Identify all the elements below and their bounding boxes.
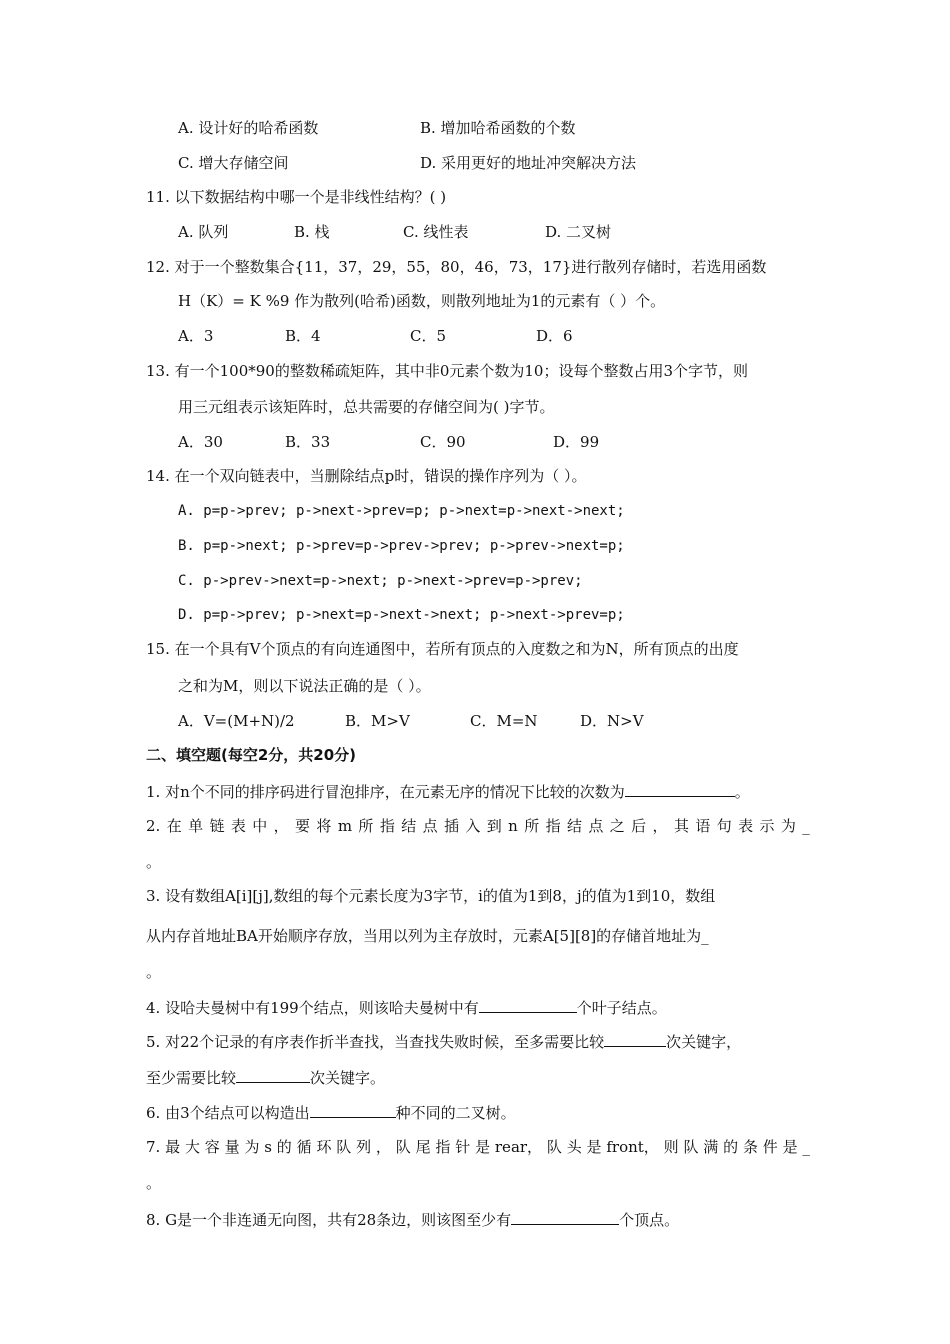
fill-question-8 — [146, 1208, 679, 1230]
glyph: 所 — [358, 817, 374, 835]
answer-blank[interactable] — [479, 996, 577, 1013]
fill-3-line1: 3. 设有数组A[i][j],数组的每个元素长度为3字节，i的值为1到8，j的值为1到10，数组 — [146, 887, 716, 905]
fill-4-post: 个叶子结点。 — [576, 999, 667, 1017]
q15-option-d: D．N>V — [580, 712, 644, 730]
glyph: 的 — [723, 1138, 739, 1156]
glyph: 单 — [188, 817, 204, 835]
q11-option-d: D. 二叉树 — [545, 223, 612, 241]
fill-5-mid: 次关键字， — [666, 1033, 742, 1051]
fill-6-post: 种不同的二叉树。 — [395, 1104, 516, 1122]
answer-blank[interactable] — [310, 1101, 396, 1118]
glyph: 尾 — [415, 1138, 431, 1156]
glyph: 句 — [716, 817, 732, 835]
glyph: front， — [606, 1138, 659, 1156]
q11-stem: 11. 以下数据结构中哪一个是非线性结构？( ) — [146, 188, 447, 206]
fill-1-end: 。 — [734, 783, 750, 801]
fill-question-6 — [146, 1101, 516, 1123]
fill-3-line2: 从内存首地址BA开始顺序存放，当用以列为主存放时，元素A[5][8]的存储首地址为_ — [146, 927, 709, 945]
q12-option-a: A．3 — [178, 327, 214, 345]
fill-1-text: 1. 对n个不同的排序码进行冒泡排序，在元素无序的情况下比较的次数为 — [146, 783, 625, 801]
glyph: 中 — [252, 817, 268, 835]
glyph: 其 — [673, 817, 689, 835]
q15-option-b: B．M>V — [345, 712, 410, 730]
glyph: ， — [273, 817, 289, 835]
q15-stem-line2: 之和为M，则以下说法正确的是（ ）。 — [178, 677, 431, 695]
glyph: 将 — [316, 817, 332, 835]
q12-option-d: D．6 — [536, 327, 573, 345]
fill-8-post: 个顶点。 — [619, 1211, 680, 1229]
glyph: 指 — [379, 817, 395, 835]
fill-question-4 — [146, 996, 667, 1018]
glyph: 之 — [609, 817, 625, 835]
glyph: 是 — [475, 1138, 491, 1156]
fill-2-end: 。 — [146, 853, 162, 871]
glyph: 头 — [566, 1138, 582, 1156]
q14-option-c: C. p->prev->next=p->next; p->next->prev=p->prev; — [178, 573, 583, 589]
fill-question-5-line2 — [146, 1066, 385, 1088]
glyph: 为 — [244, 1138, 260, 1156]
glyph: 7. — [146, 1138, 161, 1156]
glyph: _ — [802, 1138, 810, 1156]
glyph: s — [264, 1138, 272, 1156]
fill-8-pre: 8. G是一个非连通无向图，共有28条边，则该图至少有 — [146, 1211, 512, 1229]
q12-option-b: B．4 — [285, 327, 321, 345]
q14-option-a: A. p=p->prev; p->next->prev=p; p->next=p->next->next; — [178, 503, 625, 519]
glyph: 大 — [184, 1138, 200, 1156]
fill-5-line2-pre: 至少需要比较 — [146, 1069, 237, 1087]
glyph: 表 — [738, 817, 754, 835]
q10-option-b: B. 增加哈希函数的个数 — [420, 119, 576, 137]
fill-4-pre: 4. 设哈夫曼树中有199个结点，则该哈夫曼树中有 — [146, 999, 479, 1017]
glyph: 队 — [336, 1138, 352, 1156]
fill-5-line2-post: 次关键字。 — [310, 1069, 386, 1087]
glyph: 链 — [209, 817, 225, 835]
q13-stem-line1: 13. 有一个100*90的整数稀疏矩阵，其中非0元素个数为10；设每个整数占用3个字节，则 — [146, 362, 749, 380]
fill-question-1 — [146, 780, 750, 802]
fill-question-5 — [146, 1030, 741, 1052]
fill-question-7 — [146, 1137, 810, 1157]
glyph: ， — [652, 817, 668, 835]
glyph: 最 — [165, 1138, 181, 1156]
glyph: m — [337, 817, 353, 835]
glyph: 满 — [703, 1138, 719, 1156]
q14-stem: 14. 在一个双向链表中，当删除结点p时，错误的操作序列为（ ）。 — [146, 467, 587, 485]
glyph: 结 — [401, 817, 417, 835]
q12-option-c: C．5 — [410, 327, 447, 345]
glyph: 队 — [683, 1138, 699, 1156]
glyph: 所 — [524, 817, 540, 835]
glyph: 环 — [316, 1138, 332, 1156]
q13-option-d: D．99 — [553, 433, 600, 451]
fill-question-2 — [146, 816, 810, 836]
glyph: 为 — [780, 817, 796, 835]
glyph: ， — [375, 1138, 391, 1156]
glyph: _ — [802, 817, 810, 835]
glyph: 结 — [566, 817, 582, 835]
glyph: 后 — [631, 817, 647, 835]
q13-option-b: B．33 — [285, 433, 331, 451]
q10-option-d: D. 采用更好的地址冲突解决方法 — [420, 154, 637, 172]
glyph: 队 — [395, 1138, 411, 1156]
glyph: 是 — [586, 1138, 602, 1156]
glyph: 件 — [762, 1138, 778, 1156]
answer-blank[interactable] — [236, 1066, 310, 1083]
glyph: 2. — [146, 817, 161, 835]
fill-5-pre: 5. 对22个记录的有序表作折半查找，当查找失败时候，至多需要比较 — [146, 1033, 605, 1051]
glyph: n — [508, 817, 518, 835]
fill-3-end: 。 — [146, 963, 162, 981]
answer-blank[interactable] — [604, 1030, 666, 1047]
fill-6-pre: 6. 由3个结点可以构造出 — [146, 1104, 310, 1122]
glyph: 到 — [486, 817, 502, 835]
glyph: 示 — [759, 817, 775, 835]
glyph: 则 — [663, 1138, 679, 1156]
glyph: 容 — [204, 1138, 220, 1156]
glyph: 点 — [588, 817, 604, 835]
fill-7-end: 。 — [146, 1174, 162, 1192]
q12-stem-line2: H（K）= K %9 作为散列(哈希)函数，则散列地址为1的元素有（ ）个。 — [178, 292, 666, 310]
glyph: 列 — [356, 1138, 372, 1156]
glyph: 条 — [742, 1138, 758, 1156]
glyph: 表 — [230, 817, 246, 835]
q13-option-a: A．30 — [178, 433, 223, 451]
q11-option-a: A. 队列 — [178, 223, 229, 241]
q14-option-b: B. p=p->next; p->prev=p->prev->prev; p->prev->next=p; — [178, 538, 625, 554]
q10-option-c: C. 增大存储空间 — [178, 154, 289, 172]
glyph: 针 — [455, 1138, 471, 1156]
q13-option-c: C．90 — [420, 433, 466, 451]
glyph: 的 — [276, 1138, 292, 1156]
glyph: 语 — [695, 817, 711, 835]
section-heading-fill-in: 二、填空题(每空2分，共20分) — [146, 746, 357, 764]
glyph: 要 — [295, 817, 311, 835]
glyph: 插 — [443, 817, 459, 835]
q15-stem-line1: 15. 在一个具有V个顶点的有向连通图中，若所有顶点的入度数之和为N，所有顶点的出度 — [146, 640, 739, 658]
q11-option-c: C. 线性表 — [403, 223, 469, 241]
glyph: 量 — [224, 1138, 240, 1156]
q13-stem-line2: 用三元组表示该矩阵时，总共需要的存储空间为( )字节。 — [178, 398, 555, 416]
q15-option-a: A．V=(M+N)/2 — [178, 712, 295, 730]
q10-option-a: A. 设计好的哈希函数 — [178, 119, 319, 137]
q15-option-c: C．M=N — [470, 712, 538, 730]
glyph: 循 — [296, 1138, 312, 1156]
glyph: 指 — [545, 817, 561, 835]
glyph: 点 — [422, 817, 438, 835]
glyph: 入 — [465, 817, 481, 835]
glyph: 是 — [782, 1138, 798, 1156]
q14-option-d: D. p=p->prev; p->next=p->next->next; p->next->prev=p; — [178, 607, 625, 623]
answer-blank[interactable] — [511, 1208, 619, 1225]
glyph: 在 — [166, 817, 182, 835]
answer-blank[interactable] — [625, 780, 735, 797]
q11-option-b: B. 栈 — [294, 223, 330, 241]
q12-stem-line1: 12. 对于一个整数集合{11，37，29，55，80，46，73，17}进行散列存储时，若选用函数 — [146, 258, 767, 276]
glyph: 指 — [435, 1138, 451, 1156]
glyph: 队 — [546, 1138, 562, 1156]
glyph: rear， — [494, 1138, 543, 1156]
